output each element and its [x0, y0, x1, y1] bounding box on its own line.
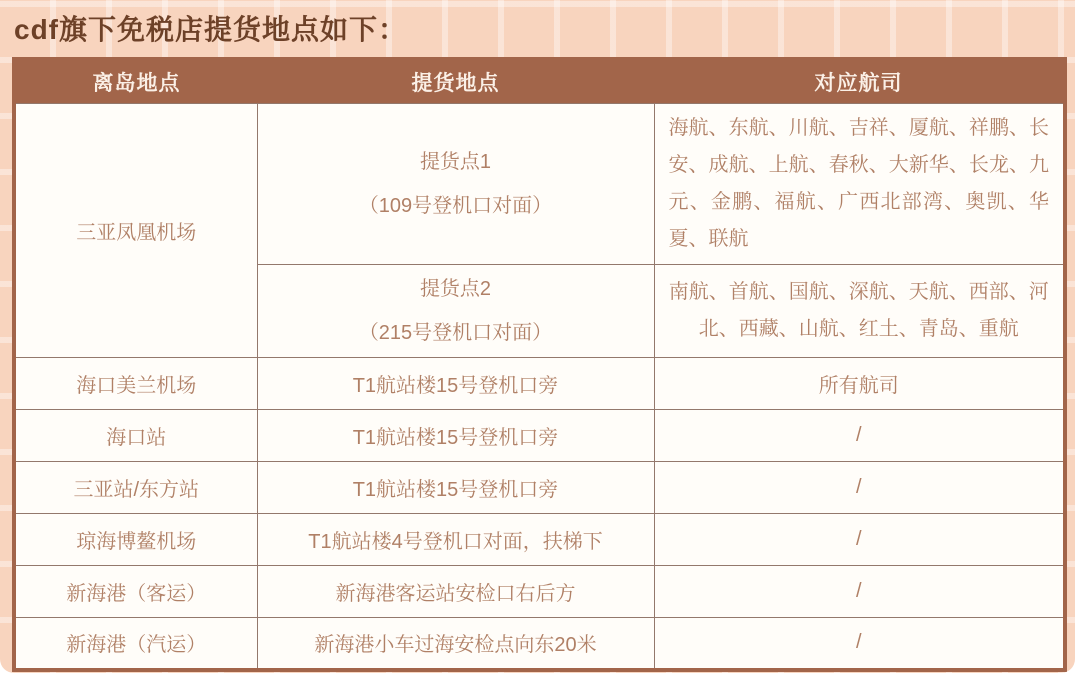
cell-airlines: /: [654, 566, 1065, 618]
cell-pickup: T1航站楼15号登机口旁: [257, 410, 654, 462]
table-row: [14, 462, 1065, 514]
cell-location: 海口站: [14, 410, 257, 462]
header-airlines: 对应航司: [654, 59, 1065, 104]
pickup-point-name: 提货点1: [419, 151, 492, 173]
cell-pickup: T1航站楼15号登机口旁: [257, 358, 654, 410]
cell-location: 三亚站/东方站: [14, 462, 257, 514]
pickup-point-1: [268, 140, 644, 228]
cell-airlines: /: [654, 618, 1065, 670]
cell-pickup: T1航站楼15号登机口旁: [257, 462, 654, 514]
cell-airlines: 南航、首航、国航、深航、天航、西部、河北、西藏、山航、红土、青岛、重航: [654, 265, 1065, 358]
pickup-point-note: （215号登机口对面）: [358, 322, 553, 344]
cell-pickup: [257, 265, 654, 358]
cell-pickup: [257, 104, 654, 265]
cell-location: 新海港（汽运）: [14, 618, 257, 670]
table-header-row: [14, 59, 1065, 104]
cell-pickup: 新海港客运站安检口右后方: [257, 566, 654, 618]
page-title: cdf旗下免税店提货地点如下：: [14, 14, 408, 45]
cell-airlines: 所有航司: [654, 358, 1065, 410]
cell-pickup: T1航站楼4号登机口对面，扶梯下: [257, 514, 654, 566]
cell-location: 三亚凤凰机场: [14, 104, 257, 358]
pickup-point-note: （109号登机口对面）: [358, 195, 553, 217]
cell-location: 海口美兰机场: [14, 358, 257, 410]
cell-airlines: /: [654, 514, 1065, 566]
pickup-locations-table: [12, 57, 1067, 672]
pickup-point-name: 提货点2: [419, 278, 492, 300]
table-row: [14, 514, 1065, 566]
cell-airlines: /: [654, 462, 1065, 514]
pickup-point-2: [268, 267, 644, 355]
cell-pickup: 新海港小车过海安检点向东20米: [257, 618, 654, 670]
header-departure-location: 离岛地点: [14, 59, 257, 104]
table-row: [14, 618, 1065, 670]
table-row: [14, 104, 1065, 265]
cell-airlines: /: [654, 410, 1065, 462]
cell-location: 琼海博鳌机场: [14, 514, 257, 566]
table-row: [14, 410, 1065, 462]
header-pickup-location: 提货地点: [257, 59, 654, 104]
table-row: [14, 566, 1065, 618]
cell-location: 新海港（客运）: [14, 566, 257, 618]
cell-airlines: 海航、东航、川航、吉祥、厦航、祥鹏、长安、成航、上航、春秋、大新华、长龙、九元、金鹏、福航、广西北部湾、奥凯、华夏、联航: [654, 104, 1065, 265]
table-row: [14, 358, 1065, 410]
